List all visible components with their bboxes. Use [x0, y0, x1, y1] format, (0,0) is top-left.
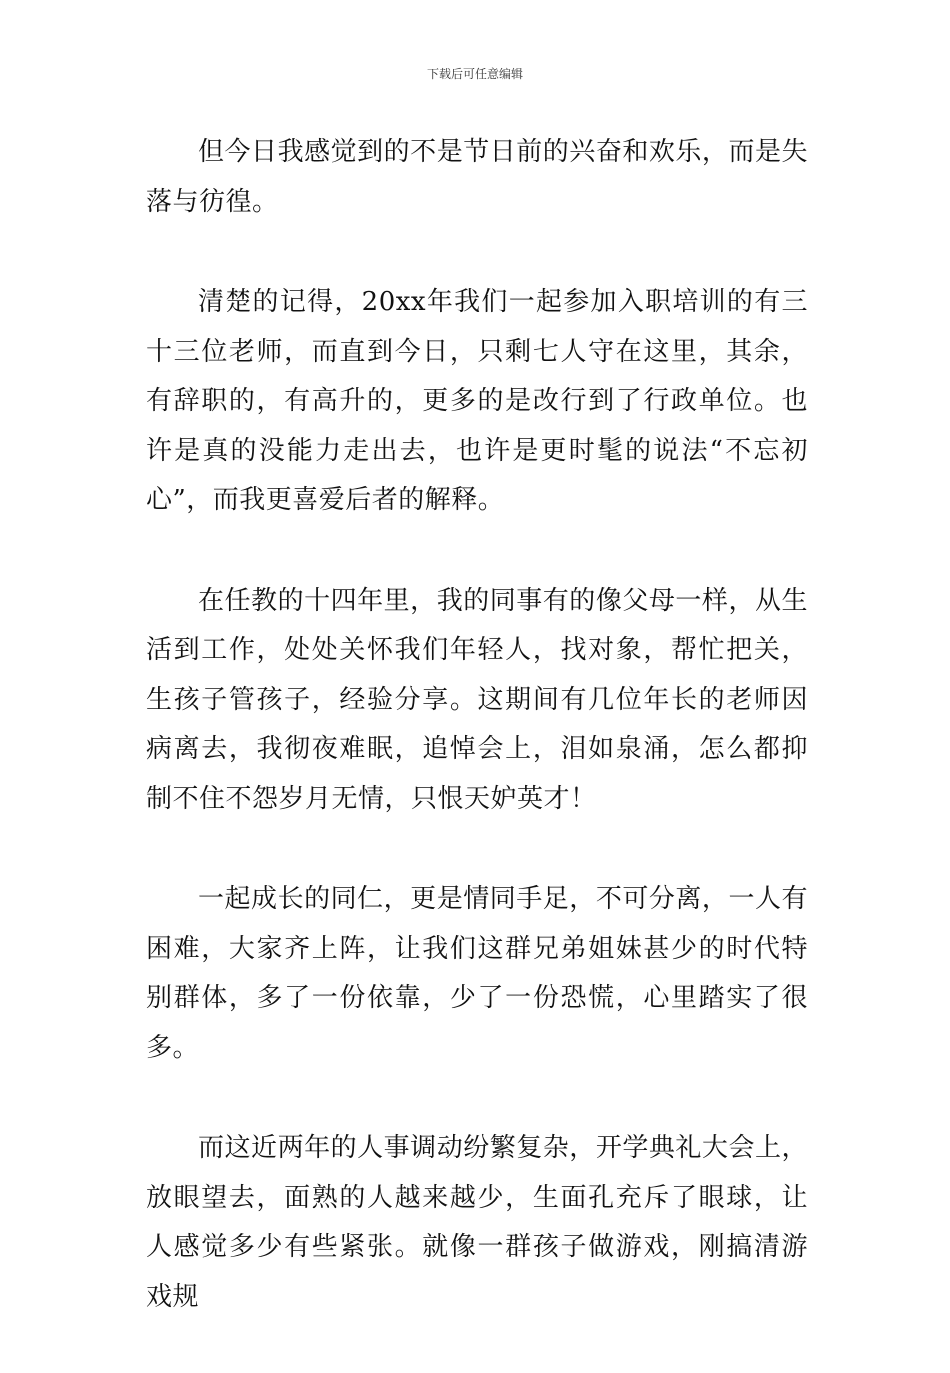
paragraph-2: 清楚的记得，20xx年我们一起参加入职培训的有三十三位老师，而直到今日，只剩七人守在这里，其余，有辞职的，有高升的，更多的是改行到了行政单位。也许是真的没能力走出去，也许是更时髦的说法“不忘初心”，而我更喜爱后者的解释。 — [146, 287, 808, 515]
page-header-note: 下载后可任意编辑 — [426, 67, 523, 81]
paragraph-5: 而这近两年的人事调动纷繁复杂，开学典礼大会上，放眼望去，面熟的人越来越少，生面孔充斥了眼球，让人感觉多少有些紧张。就像一群孩子做游戏，刚搞清游戏规 — [146, 1133, 808, 1312]
paragraph-4: 一起成长的同仁，更是情同手足，不可分离，一人有困难，大家齐上阵，让我们这群兄弟姐妹甚少的时代特别群体，多了一份依靠，少了一份恐慌，心里踏实了很多。 — [146, 884, 808, 1063]
paragraph-1: 但今日我感觉到的不是节日前的兴奋和欢乐，而是失落与彷徨。 — [146, 137, 808, 217]
paragraph-3: 在任教的十四年里，我的同事有的像父母一样，从生活到工作，处处关怀我们年轻人，找对象，帮忙把关，生孩子管孩子，经验分享。这期间有几位年长的老师因病离去，我彻夜难眠，追悼会上，泪如泉涌，怎么都抑制不住不怨岁月无情，只恨天妒英才！ — [146, 585, 808, 814]
document-body — [146, 128, 808, 1373]
